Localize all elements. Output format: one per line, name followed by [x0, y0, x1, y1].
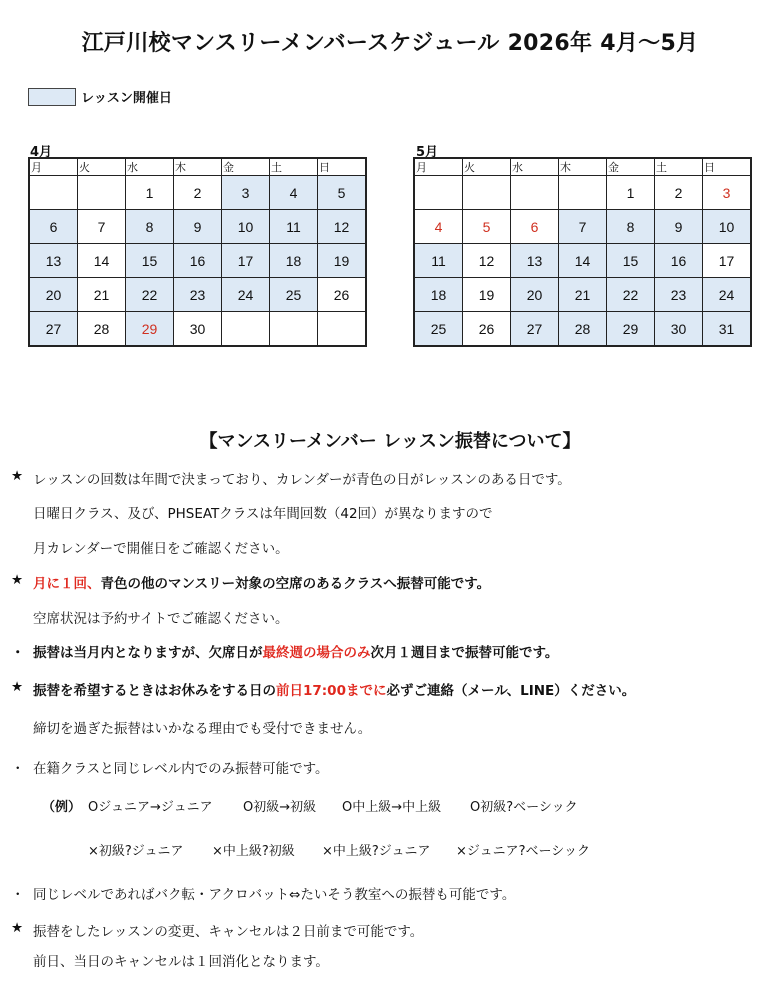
calendar-day: 8 [607, 210, 655, 244]
calendar-day: 25 [270, 278, 318, 312]
weekday-header: 土 [655, 158, 703, 176]
calendar-day: 16 [174, 244, 222, 278]
example-ng: ×中上級?ジュニア [322, 844, 431, 859]
rule-text: 青色の他のマンスリー対象の空席のあるクラスへ振替可能です。 [100, 576, 491, 592]
calendar-week [414, 278, 751, 312]
calendar-day: 11 [414, 244, 463, 278]
calendar-day: 6 [29, 210, 78, 244]
weekday-header: 月 [29, 158, 78, 176]
calendar-day: 3 [222, 176, 270, 210]
rule-cancel [11, 920, 424, 940]
calendar-day: 28 [78, 312, 126, 347]
rule-note: 月カレンダーで開催日をご確認ください。 [33, 541, 289, 557]
legend-label: レッスン開催日 [81, 91, 172, 106]
rule-transfer-monthly [11, 572, 491, 592]
calendar-day: 27 [511, 312, 559, 347]
rule-same-level [11, 757, 329, 777]
calendar-day: 12 [318, 210, 367, 244]
rule-cross-class [11, 883, 516, 903]
star-icon: ★ [11, 679, 24, 695]
calendar-day [78, 176, 126, 210]
calendar-day: 29 [126, 312, 174, 347]
calendar-week [29, 210, 366, 244]
calendar-day: 1 [607, 176, 655, 210]
calendar-day: 11 [270, 210, 318, 244]
calendar-day: 30 [174, 312, 222, 347]
calendar-day: 13 [29, 244, 78, 278]
weekday-header: 火 [78, 158, 126, 176]
calendar-day: 21 [78, 278, 126, 312]
calendar-day: 8 [126, 210, 174, 244]
rule-text: 同じレベルであればバク転・アクロバット⇔たいそう教室への振替も可能です。 [33, 887, 516, 903]
example-ng: ×初級?ジュニア [88, 844, 184, 859]
calendar-day: 23 [174, 278, 222, 312]
weekday-header: 木 [174, 158, 222, 176]
legend-swatch [28, 88, 76, 106]
calendar-day: 7 [559, 210, 607, 244]
weekday-header: 木 [559, 158, 607, 176]
calendar-day: 4 [414, 210, 463, 244]
calendar-day: 10 [703, 210, 752, 244]
weekday-header: 月 [414, 158, 463, 176]
rule-note: 空席状況は予約サイトでご確認ください。 [33, 611, 289, 627]
april-calendar [28, 157, 367, 347]
rule-text: 在籍クラスと同じレベル内でのみ振替可能です。 [33, 761, 329, 777]
rule-text: 振替を希望するときはお休みをする日の [33, 683, 276, 699]
weekday-header: 金 [607, 158, 655, 176]
calendar-day: 28 [559, 312, 607, 347]
example-label: （例） [42, 800, 82, 815]
calendar-day: 5 [318, 176, 367, 210]
calendar-day: 1 [126, 176, 174, 210]
calendar-day: 17 [222, 244, 270, 278]
calendar-day: 13 [511, 244, 559, 278]
star-icon: ★ [11, 468, 24, 484]
may-calendar [413, 157, 752, 347]
calendar-day: 26 [318, 278, 367, 312]
rule-highlight: 最終週の場合のみ [262, 645, 371, 661]
calendar-day: 3 [703, 176, 752, 210]
rule-transfer-window [11, 641, 559, 661]
calendar-day: 2 [174, 176, 222, 210]
calendar-day: 9 [174, 210, 222, 244]
bullet-icon: ・ [11, 887, 25, 903]
calendar-day: 23 [655, 278, 703, 312]
rule-note: 日曜日クラス、及び、PHSEATクラスは年間回数（42回）が異なりますので [33, 506, 493, 522]
april-month-label: 4月 [30, 145, 53, 160]
rule-text: レッスンの回数は年間で決まっており、カレンダーが青色の日がレッスンのある日です。 [33, 472, 571, 488]
calendar-day: 6 [511, 210, 559, 244]
calendar-day: 17 [703, 244, 752, 278]
example-ng: ×中上級?初級 [212, 844, 295, 859]
calendar-day: 20 [511, 278, 559, 312]
section-title: 【マンスリーメンバー レッスン振替について】 [199, 431, 581, 452]
calendar-day: 26 [463, 312, 511, 347]
calendar-day: 22 [607, 278, 655, 312]
weekday-header: 日 [703, 158, 752, 176]
calendar-day: 12 [463, 244, 511, 278]
calendar-day: 7 [78, 210, 126, 244]
calendar-day: 14 [78, 244, 126, 278]
rule-text: 必ずご連絡（メール、LINE）ください。 [386, 683, 636, 699]
rule-highlight: 前日17:00までに [276, 683, 387, 699]
calendar-day: 4 [270, 176, 318, 210]
weekday-header: 土 [270, 158, 318, 176]
rule-deadline [11, 679, 636, 699]
calendar-day: 5 [463, 210, 511, 244]
rule-text: 次月１週目まで振替可能です。 [370, 645, 559, 661]
weekday-header: 水 [511, 158, 559, 176]
may-month-label: 5月 [416, 145, 439, 160]
calendar-day: 30 [655, 312, 703, 347]
calendar-day: 29 [607, 312, 655, 347]
page-title: 江戸川校マンスリーメンバースケジュール 2026年 4月～5月 [81, 31, 699, 56]
calendar-day: 20 [29, 278, 78, 312]
calendar-day [318, 312, 367, 347]
calendar-day: 14 [559, 244, 607, 278]
example-ok: O初級→初級 [243, 800, 317, 815]
calendar-day [270, 312, 318, 347]
bullet-icon: ・ [11, 761, 25, 777]
calendar-week [29, 278, 366, 312]
rule-text: 振替は当月内となりますが、欠席日が [33, 645, 263, 661]
rule-lesson-count [11, 468, 571, 488]
calendar-day: 25 [414, 312, 463, 347]
example-ok: Oジュニア→ジュニア [88, 800, 213, 815]
example-ok: O中上級→中上級 [342, 800, 442, 815]
calendar-day [511, 176, 559, 210]
calendar-week [29, 244, 366, 278]
calendar-day: 27 [29, 312, 78, 347]
weekday-header: 日 [318, 158, 367, 176]
calendar-week [414, 312, 751, 347]
calendar-day: 18 [270, 244, 318, 278]
calendar-day: 9 [655, 210, 703, 244]
calendar-day: 24 [703, 278, 752, 312]
calendar-day [414, 176, 463, 210]
calendar-day [463, 176, 511, 210]
rule-note: 締切を過ぎた振替はいかなる理由でも受付できません。 [33, 721, 372, 737]
rule-highlight: 月に１回、 [33, 576, 101, 592]
calendar-week [414, 210, 751, 244]
calendar-day: 19 [318, 244, 367, 278]
calendar-day [222, 312, 270, 347]
calendar-day: 16 [655, 244, 703, 278]
weekday-header: 金 [222, 158, 270, 176]
bullet-icon: ・ [11, 645, 25, 661]
calendar-day: 21 [559, 278, 607, 312]
calendar-day [559, 176, 607, 210]
calendar-day: 24 [222, 278, 270, 312]
rule-text: 振替をしたレッスンの変更、キャンセルは２日前まで可能です。 [33, 924, 424, 940]
calendar-day: 18 [414, 278, 463, 312]
calendar-day: 22 [126, 278, 174, 312]
calendar-day: 2 [655, 176, 703, 210]
calendar-week [414, 176, 751, 210]
calendar-day: 19 [463, 278, 511, 312]
calendar-week [414, 244, 751, 278]
calendar-day: 10 [222, 210, 270, 244]
star-icon: ★ [11, 920, 24, 936]
calendar-week [29, 176, 366, 210]
weekday-header: 水 [126, 158, 174, 176]
weekday-header: 火 [463, 158, 511, 176]
calendar-day: 15 [126, 244, 174, 278]
calendar-day: 15 [607, 244, 655, 278]
calendar-week [29, 312, 366, 347]
example-ng: ×ジュニア?ベーシック [456, 844, 591, 859]
star-icon: ★ [11, 572, 24, 588]
example-ok: O初級?ベーシック [470, 800, 578, 815]
rule-note: 前日、当日のキャンセルは１回消化となります。 [33, 954, 329, 970]
calendar-day [29, 176, 78, 210]
calendar-day: 31 [703, 312, 752, 347]
